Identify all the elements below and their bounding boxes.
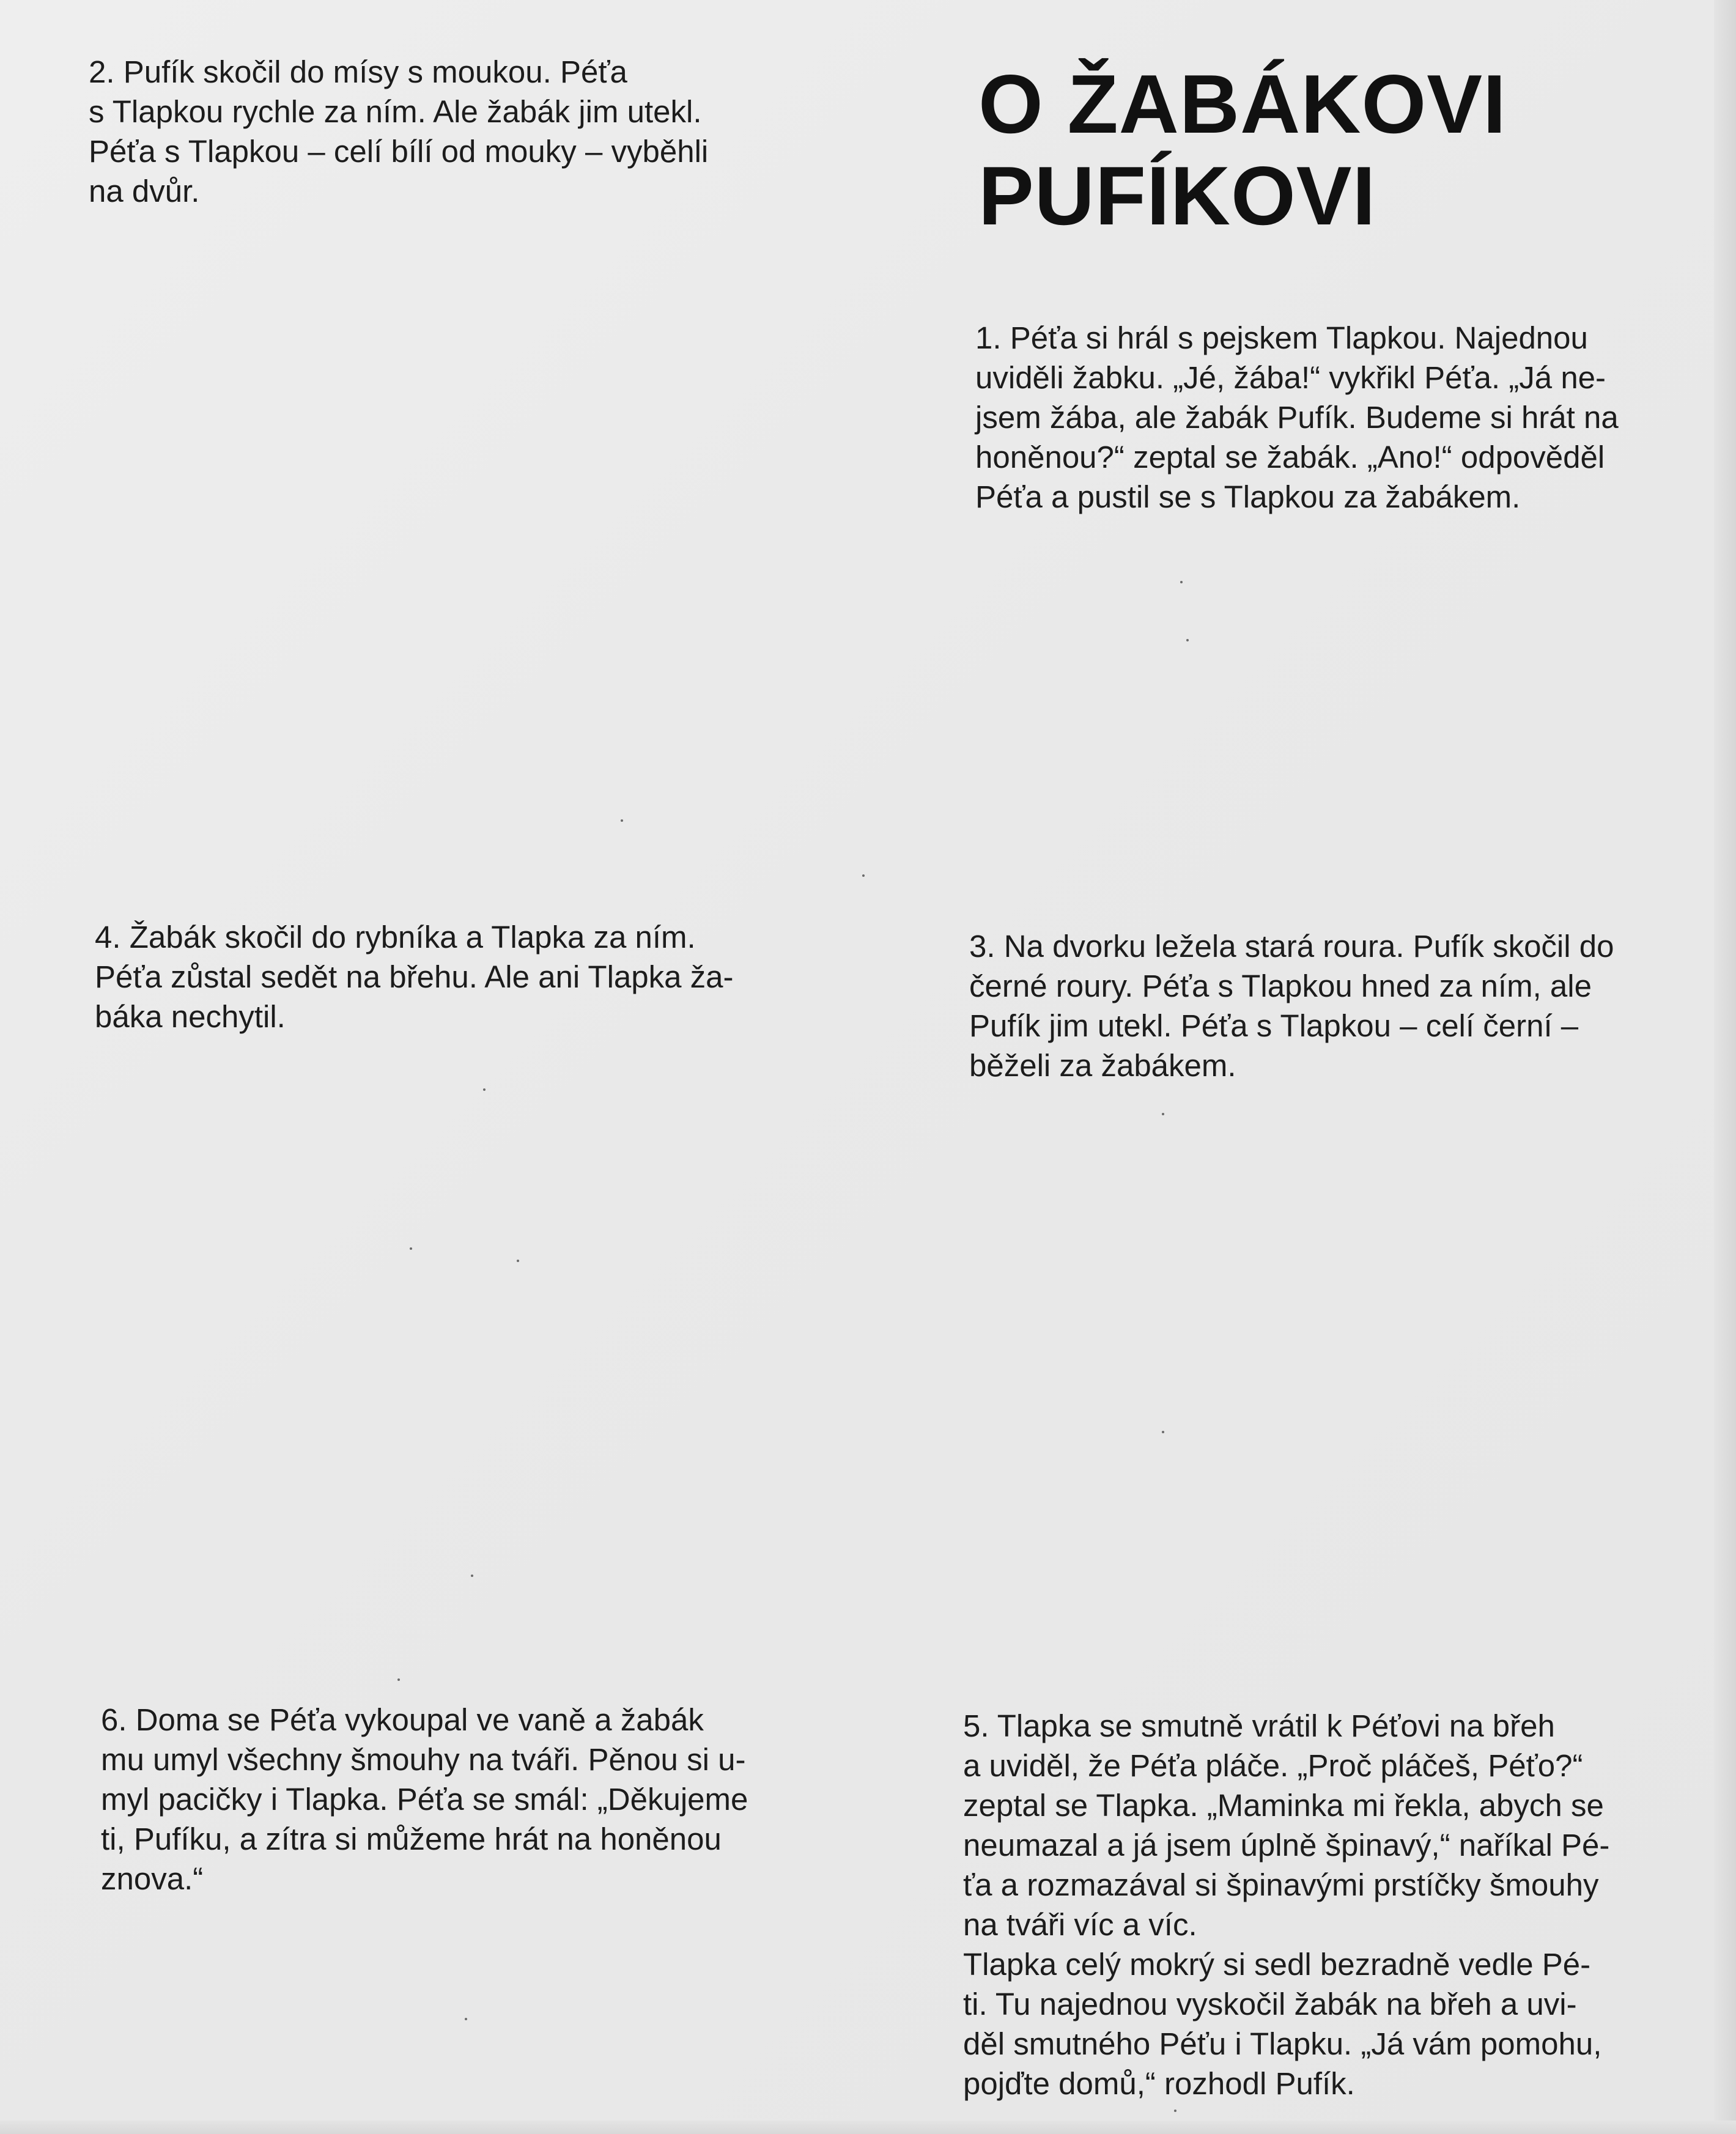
scan-speck (862, 874, 865, 877)
scan-speck (517, 1260, 519, 1262)
scan-speck (471, 1575, 473, 1577)
paper-edge-bottom (0, 2121, 1736, 2134)
paragraph-6: 6. Doma se Péťa vykoupal ve vaně a žabák mu umyl všechny šmouhy na tváři. Pěnou si u- myl pacičky i Tlapka. Péťa se smál: „Děkujeme ti, Pufíku, a zítra si můžeme hrát na honěnou znova.“ (101, 1702, 748, 1896)
paper-edge-right (1714, 0, 1736, 2134)
paragraph-2: 2. Pufík skočil do mísy s moukou. Péťa s Tlapkou rychle za ním. Ale žabák jim utekl. Péťa s Tlapkou – celí bílí od mouky – vyběhli na dvůr. (89, 54, 709, 209)
scan-speck (1162, 1113, 1164, 1115)
paragraph-5: 5. Tlapka se smutně vrátil k Péťovi na břeh a uviděl, že Péťa pláče. „Proč pláčeš, Péťo?“ zeptal se Tlapka. „Maminka mi řekla, abych se neumazal a já jsem úplně špinavý,“ naříkal Pé- ťa a rozmazával si špinavými prstíčky šmouhy na tváři víc a víc. Tlapka celý mokrý si sedl bezradně vedle Pé- ti. Tu najednou vyskočil žabák na břeh a uvi- děl smutného Péťu i Tlapku. „Já vám pomohu, pojďte domů,“ rozhodl Pufík. (963, 1708, 1610, 2101)
scan-speck (1162, 1431, 1164, 1433)
scan-speck (410, 1247, 412, 1250)
scan-speck (1174, 2110, 1176, 2112)
story-title: O ŽABÁKOVI PUFÍKOVI (978, 57, 1507, 242)
scan-speck (397, 1678, 400, 1681)
paragraph-3: 3. Na dvorku ležela stará roura. Pufík skočil do černé roury. Péťa s Tlapkou hned za ním, ale Pufík jim utekl. Péťa s Tlapkou – celí černí – běželi za žabákem. (969, 929, 1614, 1083)
paragraph-1: 1. Péťa si hrál s pejskem Tlapkou. Najednou uviděli žabku. „Jé, žába!“ vykřikl Péťa. „Já ne- jsem žába, ale žabák Pufík. Budeme si hrát na honěnou?“ zeptal se žabák. „Ano!“ odpověděl Péťa a pustil se s Tlapkou za žabákem. (975, 320, 1619, 514)
scan-speck (465, 2018, 467, 2020)
scan-speck (621, 819, 623, 822)
scan-speck (1186, 639, 1189, 641)
paragraph-4: 4. Žabák skočil do rybníka a Tlapka za ním. Péťa zůstal sedět na břehu. Ale ani Tlapka ža- báka nechytil. (95, 920, 734, 1034)
scan-speck (483, 1088, 486, 1091)
scan-speck (1180, 581, 1183, 583)
